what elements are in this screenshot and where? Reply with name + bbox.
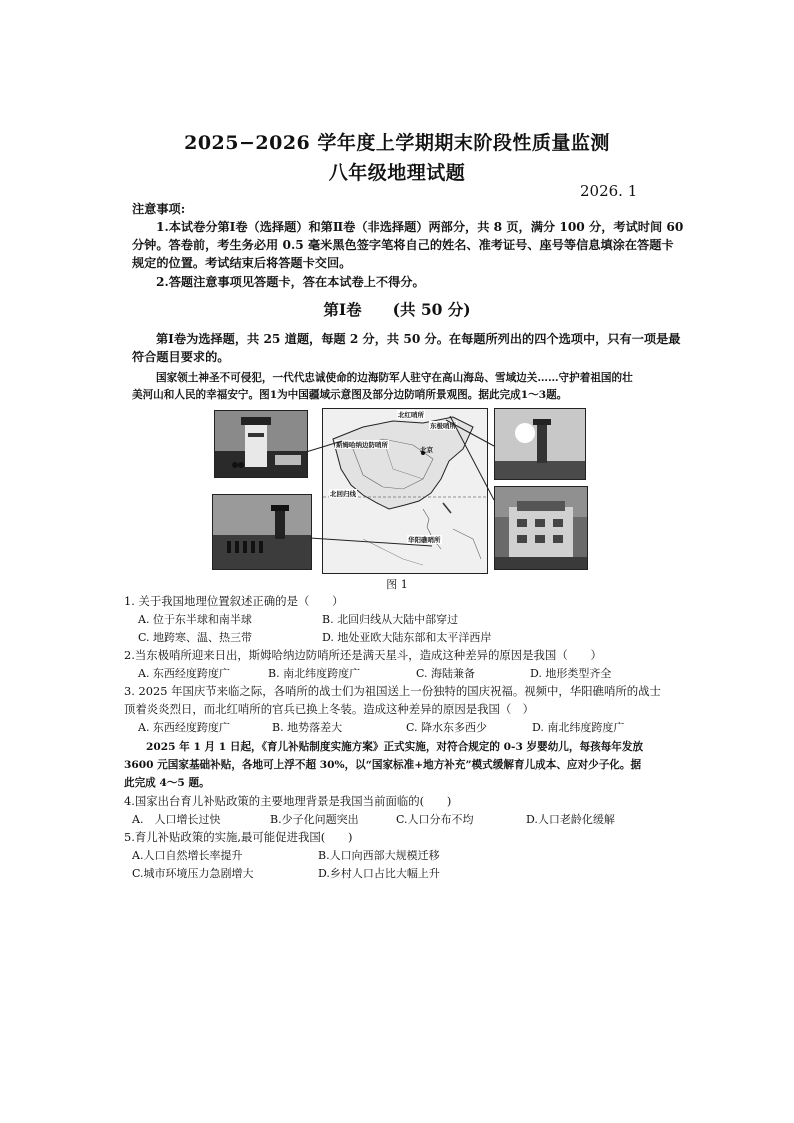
figure-caption: 图 1	[386, 578, 408, 591]
q1-option-b[interactable]: B. 北回归线从大陆中部穿过	[322, 613, 459, 626]
map-label-east-post: 东极哨所	[430, 422, 456, 430]
q1-option-a[interactable]: A. 位于东半球和南半球	[138, 613, 252, 626]
exam-subtitle: 八年级地理试题	[328, 162, 466, 184]
q3-option-a[interactable]: A. 东西经度跨度广	[138, 721, 230, 734]
q2-option-d[interactable]: D. 地形类型齐全	[530, 667, 612, 680]
map-label-west-post: 斯姆哈纳边防哨所	[336, 441, 388, 449]
exam-date: 2026. 1	[580, 182, 638, 200]
q1-option-c[interactable]: C. 地跨寒、温、热三带	[138, 631, 253, 644]
q5-option-b[interactable]: B.人口向西部大规模迁移	[318, 849, 440, 862]
section-title: 第Ⅰ卷 (共 50 分)	[323, 300, 471, 319]
q4-option-a[interactable]: A. 人口增长过快	[132, 813, 221, 826]
exam-title: 2025−2026 学年度上学期期末阶段性质量监测	[184, 132, 610, 154]
q4-option-d[interactable]: D.人口老龄化缓解	[526, 813, 615, 826]
notice-item2: 2.答题注意事项见答题卡，答在本试卷上不得分。	[156, 275, 425, 289]
q1-stem: 1. 关于我国地理位置叙述正确的是（ ）	[124, 594, 344, 608]
q5-stem: 5.育儿补贴政策的实施,最可能促进我国( )	[124, 830, 353, 844]
q5-option-c[interactable]: C.城市环境压力急剧增大	[132, 867, 254, 880]
passage2-line1: 2025 年 1 月 1 日起，《育儿补贴制度实施方案》正式实施，对符合规定的 0-3 岁婴幼儿，每孩每年发放	[146, 741, 644, 753]
q5-option-a[interactable]: A.人口自然增长率提升	[132, 849, 243, 862]
map-label-beijing: 北京	[420, 446, 433, 454]
q5-option-d[interactable]: D.乡村人口占比大幅上升	[318, 867, 440, 880]
q3-stem-line1: 3. 2025 年国庆节来临之际，各哨所的战士们为祖国送上一份独特的国庆祝福。视频中，华阳礁哨所的战士	[124, 684, 661, 698]
notice-item1-line3: 规定的位置。考试结束后将答题卡交回。	[132, 256, 352, 270]
map-label-tropic: 北回归线	[330, 490, 356, 498]
notice-item1-line2: 分钟。答卷前，考生务必用 0.5 毫米黑色签字笔将自己的姓名、准考证号、座号等信息填涂在答题卡	[132, 238, 674, 252]
q3-option-d[interactable]: D. 南北纬度跨度广	[532, 721, 625, 734]
map-label-south-post: 华阳礁哨所	[408, 536, 441, 544]
q2-option-b[interactable]: B. 南北纬度跨度广	[268, 667, 361, 680]
q4-stem: 4.国家出台育儿补贴政策的主要地理背景是我国当前面临的( )	[124, 794, 452, 808]
q2-option-a[interactable]: A. 东西经度跨度广	[138, 667, 230, 680]
passage2-line3: 此完成 4～5 题。	[124, 777, 210, 789]
q3-stem-line2: 顶着炎炎烈日，而北红哨所的官兵已换上冬装。造成这种差异的原因是我国（ ）	[124, 702, 535, 716]
notice-heading: 注意事项:	[132, 202, 186, 216]
q2-stem: 2.当东极哨所迎来日出，斯姆哈纳边防哨所还是满天星斗，造成这种差异的原因是我国（ ）	[124, 648, 602, 662]
q3-option-b[interactable]: B. 地势落差大	[272, 721, 343, 734]
section-intro-line2: 符合题目要求的。	[132, 350, 230, 364]
passage2-line2: 3600 元国家基础补贴，各地可上浮不超 30%，以“国家标准+地方补充”模式缓解育儿成本、应对少子化。据	[124, 759, 642, 771]
q3-option-c[interactable]: C. 降水东多西少	[406, 721, 488, 734]
passage1-line2: 美河山和人民的幸福安宁。图1为中国疆域示意图及部分边防哨所景观图。据此完成1～3题。	[132, 389, 568, 401]
q4-option-c[interactable]: C.人口分布不均	[396, 813, 474, 826]
q2-option-c[interactable]: C. 海陆兼备	[416, 667, 476, 680]
passage1-line1: 国家领土神圣不可侵犯，一代代忠诚使命的边海防军人驻守在高山海岛、雪域边关……守护着祖国的壮	[156, 372, 633, 384]
map-label-north-post: 北红哨所	[398, 411, 424, 419]
section-intro-line1: 第Ⅰ卷为选择题，共 25 道题，每题 2 分，共 50 分。在每题所列出的四个选项中，只有一项是最	[156, 332, 681, 346]
notice-item1-line1: 1.本试卷分第Ⅰ卷（选择题）和第Ⅱ卷（非选择题）两部分，共 8 页，满分 100 分，考试时间 60	[156, 220, 684, 234]
q4-option-b[interactable]: B.少子化问题突出	[270, 813, 359, 826]
q1-option-d[interactable]: D. 地处亚欧大陆东部和太平洋西岸	[322, 631, 492, 644]
